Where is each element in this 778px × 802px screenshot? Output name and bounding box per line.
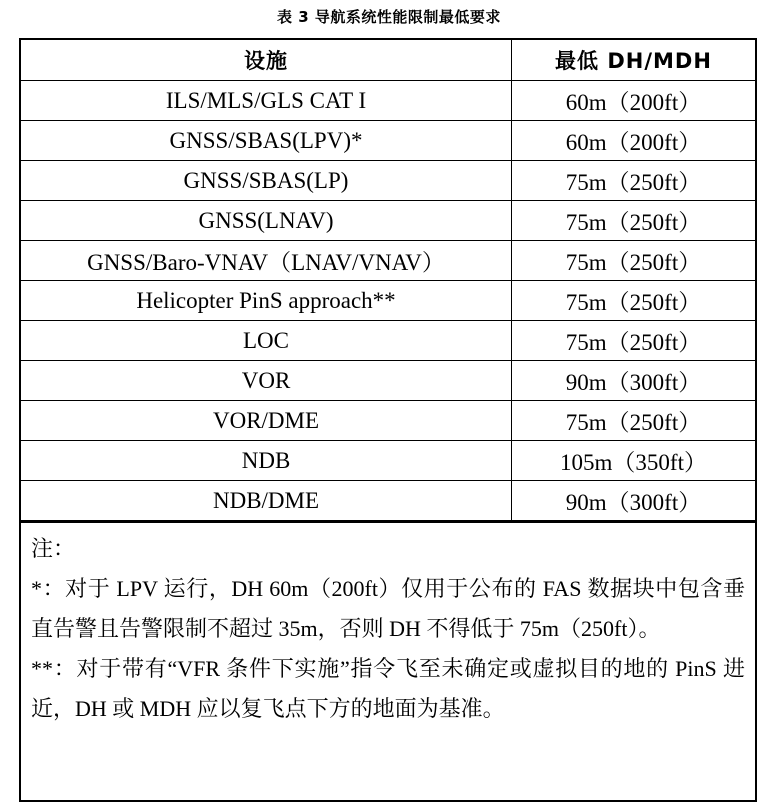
facility-cell: VOR xyxy=(21,361,512,400)
note-lpv: *：对于 LPV 运行，DH 60m（200ft）仅用于公布的 FAS 数据块中包含垂直告警且告警限制不超过 35m，否则 DH 不得低于 75m（250ft）。 xyxy=(31,576,745,641)
table-row xyxy=(21,481,755,521)
minimum-cell: 75m（250ft） xyxy=(565,290,702,315)
table-row xyxy=(21,281,755,321)
minimum-cell: 90m（300ft） xyxy=(565,370,702,395)
facility-cell: GNSS/SBAS(LP) xyxy=(21,161,512,200)
table-row xyxy=(21,201,755,241)
minimum-cell: 105m（350ft） xyxy=(560,450,707,475)
facility-cell: VOR/DME xyxy=(21,401,512,440)
facility-cell: LOC xyxy=(21,321,512,360)
table-row xyxy=(21,81,755,121)
minimum-cell: 75m（250ft） xyxy=(565,250,702,275)
minimum-cell: 75m（250ft） xyxy=(565,410,702,435)
table-row xyxy=(21,441,755,481)
minimum-cell: 90m（300ft） xyxy=(565,490,702,515)
header-minimum: 最低 DH/MDH xyxy=(555,49,712,73)
table-row xyxy=(21,161,755,201)
facility-cell: Helicopter PinS approach** xyxy=(21,281,512,320)
facility-cell: GNSS/SBAS(LPV)* xyxy=(21,121,512,160)
facility-cell: NDB xyxy=(21,441,512,480)
minimum-cell: 75m（250ft） xyxy=(565,170,702,195)
minimum-cell: 75m（250ft） xyxy=(565,330,702,355)
table-notes xyxy=(21,521,755,800)
table-header-row xyxy=(21,40,755,81)
minimum-cell: 60m（200ft） xyxy=(565,130,702,155)
facility-cell: GNSS(LNAV) xyxy=(21,201,512,240)
notes-label: 注： xyxy=(31,536,76,561)
table-caption: 表 3 导航系统性能限制最低要求 xyxy=(277,8,501,26)
minimum-cell: 60m（200ft） xyxy=(565,90,702,115)
note-pins: **：对于带有“VFR 条件下实施”指令飞至未确定或虚拟目的地的 PinS 进近，DH 或 MDH 应以复飞点下方的地面为基准。 xyxy=(31,656,745,721)
minimum-cell: 75m（250ft） xyxy=(565,210,702,235)
header-facility: 设施 xyxy=(21,40,512,80)
navigation-minima-table xyxy=(19,38,757,802)
facility-cell: ILS/MLS/GLS CAT I xyxy=(21,81,512,120)
table-row xyxy=(21,121,755,161)
table-row xyxy=(21,241,755,281)
facility-cell: GNSS/Baro-VNAV（LNAV/VNAV） xyxy=(21,241,512,280)
table-row xyxy=(21,401,755,441)
table-row xyxy=(21,361,755,401)
table-row xyxy=(21,321,755,361)
facility-cell: NDB/DME xyxy=(21,481,512,520)
